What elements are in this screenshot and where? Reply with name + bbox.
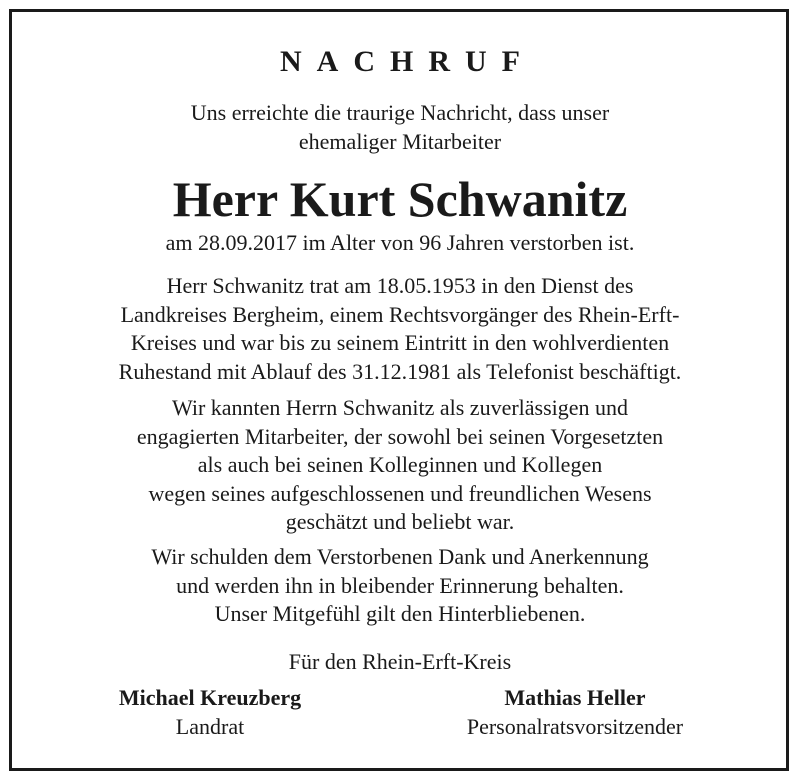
paragraph-line: Ruhestand mit Ablauf des 31.12.1981 als Telefonist beschäftigt. <box>118 358 682 384</box>
paragraph-line: Landkreises Bergheim, einem Rechtsvorgänger des Rhein-Erft- <box>120 301 680 327</box>
paragraph-line: geschätzt und beliebt war. <box>285 509 515 534</box>
signatory-right <box>410 683 740 741</box>
paragraph-line: Unser Mitgefühl gilt den Hinterbliebenen. <box>214 601 586 626</box>
intro-text <box>20 99 780 156</box>
paragraph-gratitude <box>20 543 780 629</box>
signatory-left <box>60 683 360 741</box>
paragraph-line: Wir schulden dem Verstorbenen Dank und Anerkennung <box>151 544 649 569</box>
paragraph-line: engagierten Mitarbeiter, der sowohl bei seinen Vorgesetzten <box>136 423 664 449</box>
date-line: am 28.09.2017 im Alter von 96 Jahren verstorben ist. <box>165 230 635 255</box>
deceased-name: Herr Kurt Schwanitz <box>172 171 628 227</box>
signatory-name: Michael Kreuzberg <box>118 685 302 710</box>
intro-line: Uns erreichte die traurige Nachricht, dass unser <box>190 100 610 125</box>
paragraph-character <box>20 394 780 537</box>
paragraph-line: Herr Schwanitz trat am 18.05.1953 in den Dienst des <box>166 273 634 298</box>
sender-line: Für den Rhein-Erft-Kreis <box>288 649 512 674</box>
paragraph-line: wegen seines aufgeschlossenen und freundlichen Wesens <box>148 480 652 506</box>
paragraph-service <box>20 272 780 386</box>
paragraph-line: als auch bei seinen Kolleginnen und Kollegen <box>197 452 603 477</box>
signatory-title: Personalratsvorsitzender <box>466 714 684 739</box>
paragraph-line: Kreises und war bis zu seinem Eintritt in den wohlverdienten <box>130 330 670 355</box>
paragraph-line: und werden ihn in bleibender Erinnerung behalten. <box>176 572 624 598</box>
signatory-title: Landrat <box>175 714 245 739</box>
paragraph-line: Wir kannten Herrn Schwanitz als zuverlässigen und <box>171 395 629 420</box>
intro-line: ehemaliger Mitarbeiter <box>298 128 502 154</box>
signatory-name: Mathias Heller <box>504 685 646 710</box>
notice-heading: NACHRUF <box>280 45 535 78</box>
